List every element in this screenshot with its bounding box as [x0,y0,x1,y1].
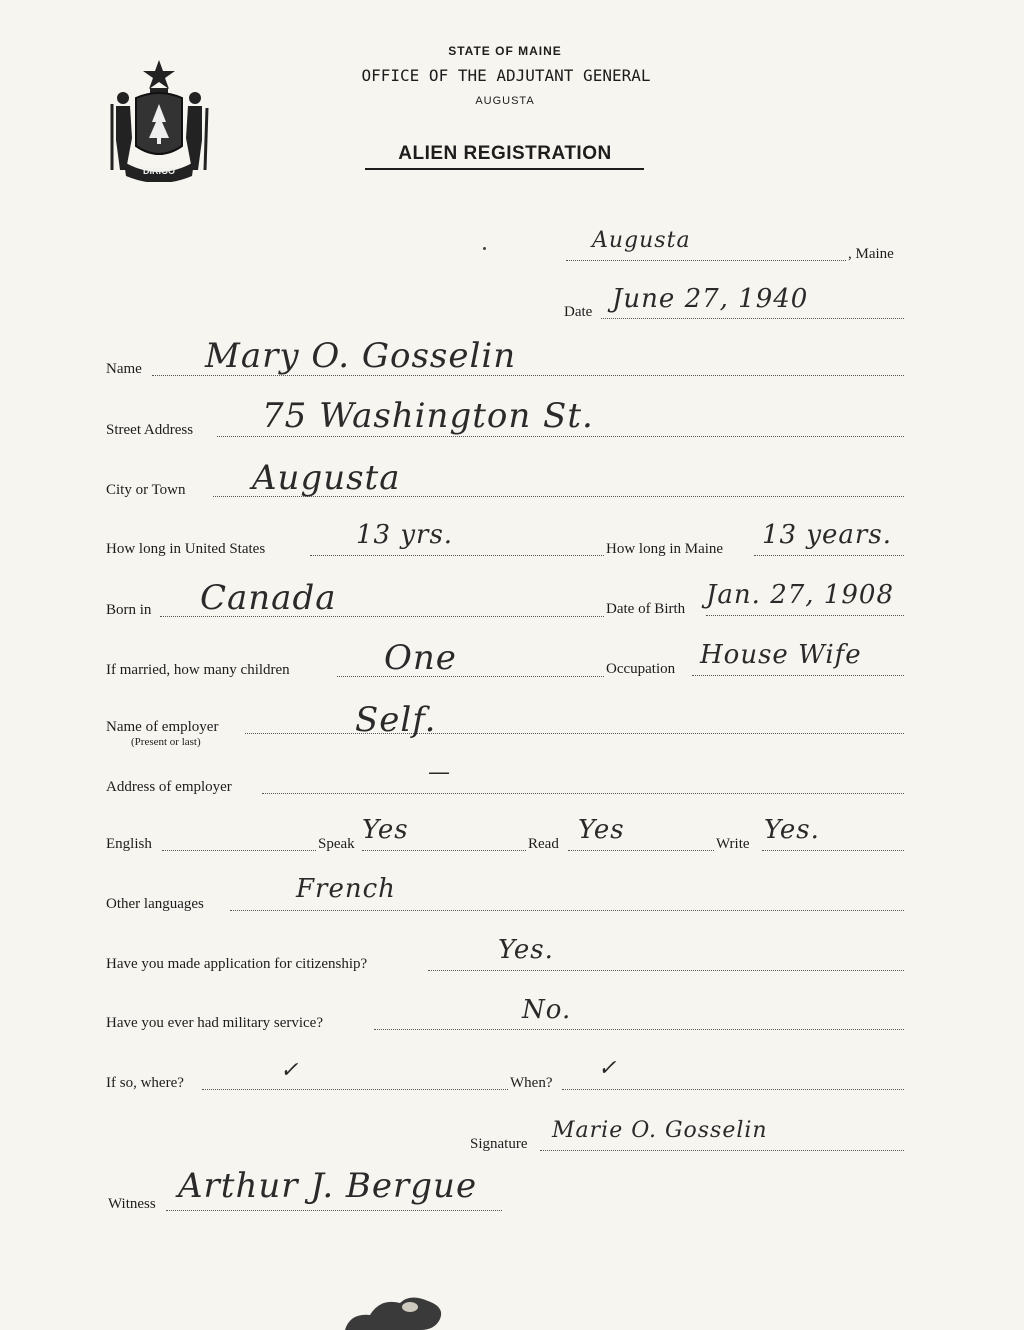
speck [483,247,486,250]
when-value[interactable]: ✓ [598,1056,618,1081]
english-line [162,850,316,851]
street-value[interactable]: 75 Washington St. [262,396,594,436]
born-in-value[interactable]: Canada [200,578,337,618]
employer-address-label: Address of employer [106,779,232,795]
other-languages-line [230,910,904,911]
street-line [217,436,904,437]
citizenship-label: Have you made application for citizenship? [106,956,368,972]
signature-line [540,1150,904,1151]
place-line [566,260,846,261]
ink-blot [340,1293,450,1330]
header-state: STATE OF MAINE [448,44,562,58]
witness-label: Witness [108,1196,156,1212]
date-label: Date [564,304,593,320]
speak-line [362,850,526,851]
when-label: When? [510,1075,553,1091]
where-label: If so, where? [106,1075,184,1091]
military-line [374,1029,904,1030]
citizenship-value[interactable]: Yes. [498,935,554,965]
signature-label: Signature [470,1136,528,1152]
write-line [762,850,904,851]
date-value[interactable]: June 27, 1940 [612,284,809,314]
children-line [337,676,604,677]
place-suffix: , Maine [848,246,894,262]
read-value[interactable]: Yes [578,815,625,845]
dob-line [706,615,904,616]
employer-sublabel: (Present or last) [131,736,201,748]
header-city: AUGUSTA [475,95,535,107]
english-label: English [106,836,152,852]
how-long-us-line [310,555,604,556]
witness-line [166,1210,502,1211]
write-label: Write [716,836,750,852]
how-long-us-label: How long in United States [106,541,266,557]
employer-value[interactable]: Self. [355,700,437,740]
header-office: OFFICE OF THE ADJUTANT GENERAL [361,66,651,85]
occupation-value[interactable]: House Wife [700,640,862,670]
military-value[interactable]: No. [522,995,572,1025]
other-languages-label: Other languages [106,896,204,912]
witness-value[interactable]: Arthur J. Bergue [178,1166,478,1206]
how-long-maine-line [754,555,904,556]
children-value[interactable]: One [384,638,457,678]
dob-label: Date of Birth [606,601,686,617]
employer-address-line [262,793,904,794]
read-label: Read [528,836,559,852]
dob-value[interactable]: Jan. 27, 1908 [706,580,894,610]
date-line [601,318,904,319]
how-long-maine-value[interactable]: 13 years. [762,520,892,550]
form-title: ALIEN REGISTRATION [398,143,612,164]
occupation-label: Occupation [606,661,676,677]
speak-label: Speak [318,836,355,852]
citizenship-line [428,970,904,971]
name-value[interactable]: Mary O. Gosselin [205,336,517,376]
street-label: Street Address [106,422,194,438]
employer-line [245,733,904,734]
when-line [562,1089,904,1090]
city-label: City or Town [106,482,186,498]
where-line [202,1089,508,1090]
speak-value[interactable]: Yes [362,815,409,845]
employer-label: Name of employer [106,719,219,735]
how-long-maine-label: How long in Maine [606,541,724,557]
write-value[interactable]: Yes. [764,815,820,845]
read-line [568,850,714,851]
born-in-label: Born in [106,602,152,618]
military-label: Have you ever had military service? [106,1015,323,1031]
where-value[interactable]: ✓ [280,1058,300,1083]
how-long-us-value[interactable]: 13 yrs. [356,520,454,550]
seal-motto: DIRIGO [142,166,176,176]
signature-value[interactable]: Marie O. Gosselin [552,1118,768,1143]
children-label: If married, how many children [106,662,290,678]
title-underline [365,168,644,170]
city-value[interactable]: Augusta [252,458,401,498]
place-value[interactable]: Augusta [592,228,691,253]
name-label: Name [106,361,142,377]
other-languages-value[interactable]: French [296,874,396,904]
occupation-line [692,675,904,676]
employer-address-value[interactable]: — [428,760,451,785]
